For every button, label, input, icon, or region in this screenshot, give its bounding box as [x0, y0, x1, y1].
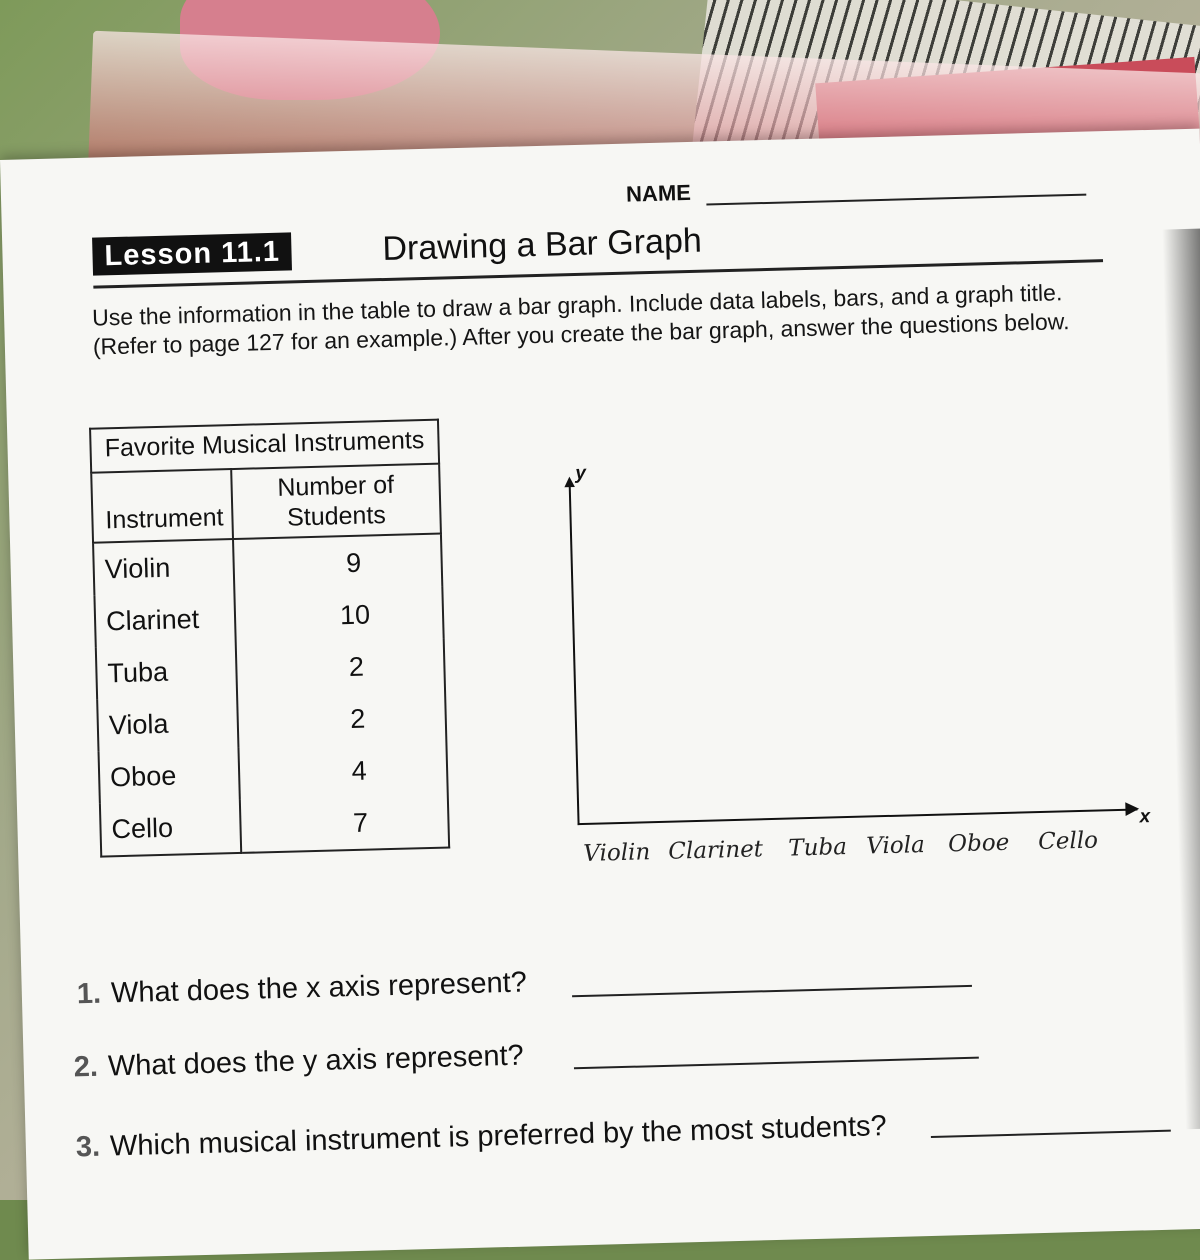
students-cell: 7: [240, 794, 449, 852]
answer-line-2[interactable]: [574, 1057, 979, 1070]
students-cell: 2: [236, 639, 445, 696]
question-2: [73, 1040, 524, 1085]
handwritten-label: Viola: [865, 832, 926, 860]
table-row: [94, 587, 443, 648]
instrument-cell: Violin: [93, 539, 234, 596]
instrument-cell: Tuba: [96, 644, 237, 700]
handwritten-label: Tuba: [787, 834, 848, 862]
question-text: Which musical instrument is preferred by the most students?: [109, 1110, 888, 1163]
y-arrow-icon: ▲: [560, 470, 579, 492]
instrument-cell: Oboe: [99, 748, 240, 804]
page-title: Drawing a Bar Graph: [381, 221, 703, 269]
x-arrow-icon: ▶: [1125, 797, 1140, 818]
students-cell: 10: [234, 587, 443, 644]
students-cell: 2: [237, 691, 446, 748]
instructions-text: Use the information in the table to draw a bar graph. Include data labels, bars, and a graph title. (Refer to page 127 for an example.) After you create the bar graph, answer the questions below.: [91, 279, 1070, 360]
question-3: [75, 1110, 887, 1164]
students-cell: 9: [233, 534, 442, 592]
lesson-badge: Lesson 11.1: [92, 232, 292, 275]
question-number: 3.: [75, 1130, 101, 1164]
handwritten-label: Violin: [583, 839, 651, 867]
name-label: NAME: [625, 179, 692, 207]
question-text: What does the y axis represent?: [107, 1039, 525, 1083]
question-text: What does the x axis represent?: [110, 966, 528, 1010]
x-axis-letter: x: [1139, 806, 1151, 828]
handwritten-label: Clarinet: [667, 836, 764, 865]
answer-line-1[interactable]: [572, 985, 972, 997]
table-caption: Favorite Musical Instruments: [90, 420, 439, 473]
table-row: [97, 691, 446, 752]
instrument-cell: Clarinet: [94, 592, 235, 648]
answer-line-3[interactable]: [931, 1130, 1171, 1138]
question-number: 1.: [76, 977, 102, 1011]
table-row: [99, 743, 448, 804]
page-shadow: [1162, 229, 1200, 1130]
data-table: [89, 419, 450, 858]
question-number: 2.: [73, 1050, 99, 1084]
worksheet: [0, 129, 1200, 1260]
table-row: [96, 639, 445, 700]
name-answer-line[interactable]: [706, 194, 1086, 206]
y-axis-letter: y: [575, 462, 587, 485]
instrument-cell: Viola: [97, 696, 238, 752]
table-row: [93, 534, 442, 596]
question-1: [76, 966, 527, 1011]
graph-x-axis: [578, 808, 1138, 825]
column-header-instrument: Instrument: [91, 469, 233, 543]
handwritten-label: Cello: [1037, 827, 1099, 856]
column-header-students: Number of Students: [231, 464, 441, 539]
instrument-cell: Cello: [100, 800, 241, 857]
students-cell: 4: [239, 743, 448, 800]
graph-y-axis: [569, 485, 580, 825]
table-row: [100, 794, 449, 856]
handwritten-label: Oboe: [947, 829, 1010, 858]
